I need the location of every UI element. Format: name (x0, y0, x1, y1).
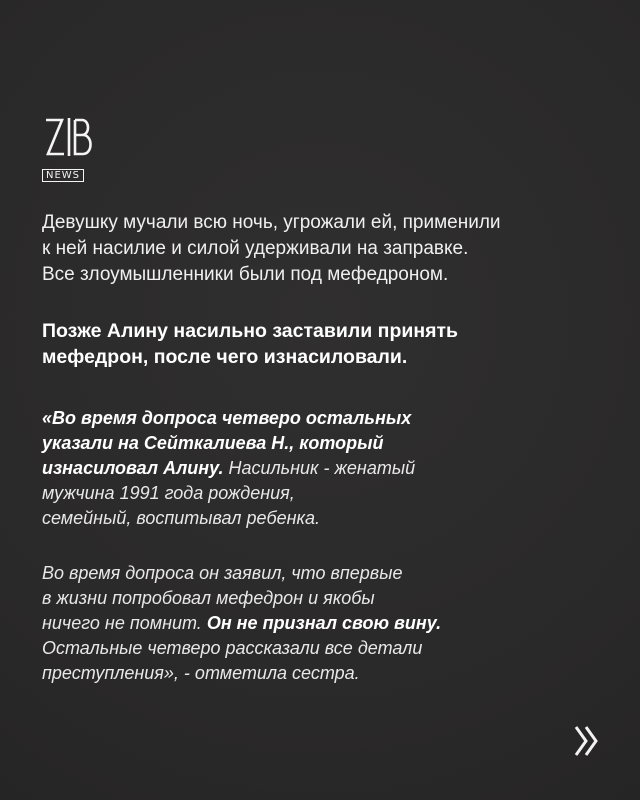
regular-text: Насильник - женатый (223, 458, 416, 478)
text-line (42, 611, 602, 636)
text-line: мужчина 1991 года рождения, (42, 483, 295, 503)
double-chevron-right-icon[interactable] (572, 724, 602, 758)
text-line (42, 431, 602, 456)
text-line: к ней насилие и силой удерживали на заправке. (42, 238, 469, 259)
bold-text: Он не признал свою вину. (206, 613, 442, 633)
text-line: Позже Алину насильно заставили принять (42, 320, 459, 342)
paragraph-intro (42, 210, 602, 288)
text-line: в жизни попробовал мефедрон и якобы (42, 588, 375, 608)
zib-news-logo (42, 116, 96, 181)
text-line: Во время допроса он заявил, что впервые (42, 563, 403, 583)
text-line: преступления», - отметила сестра. (42, 663, 360, 683)
text-line: Девушку мучали всю ночь, угрожали ей, применили (42, 212, 501, 233)
text-line: Остальные четверо рассказали все детали (42, 638, 423, 658)
regular-text: ничего не помнит. (42, 613, 207, 633)
text-line (42, 406, 602, 431)
text-line: мефедрон, после чего изнасиловали. (42, 346, 408, 368)
bold-text: указали на Сейткалиева Н., который (42, 433, 384, 453)
bold-text: изнасиловал Алину. (42, 458, 224, 478)
paragraph-quote-1 (42, 406, 602, 531)
text-line (42, 456, 602, 481)
paragraph-quote-2 (42, 561, 602, 686)
news-badge: NEWS (42, 169, 84, 182)
text-line: Все злоумышленники были под мефедроном. (42, 264, 449, 285)
paragraph-bold-statement (42, 318, 602, 370)
text-line: семейный, воспитывал ребенка. (42, 508, 321, 528)
zib-logo-mark (42, 116, 96, 160)
bold-text: «Во время допроса четверо остальных (42, 408, 412, 428)
